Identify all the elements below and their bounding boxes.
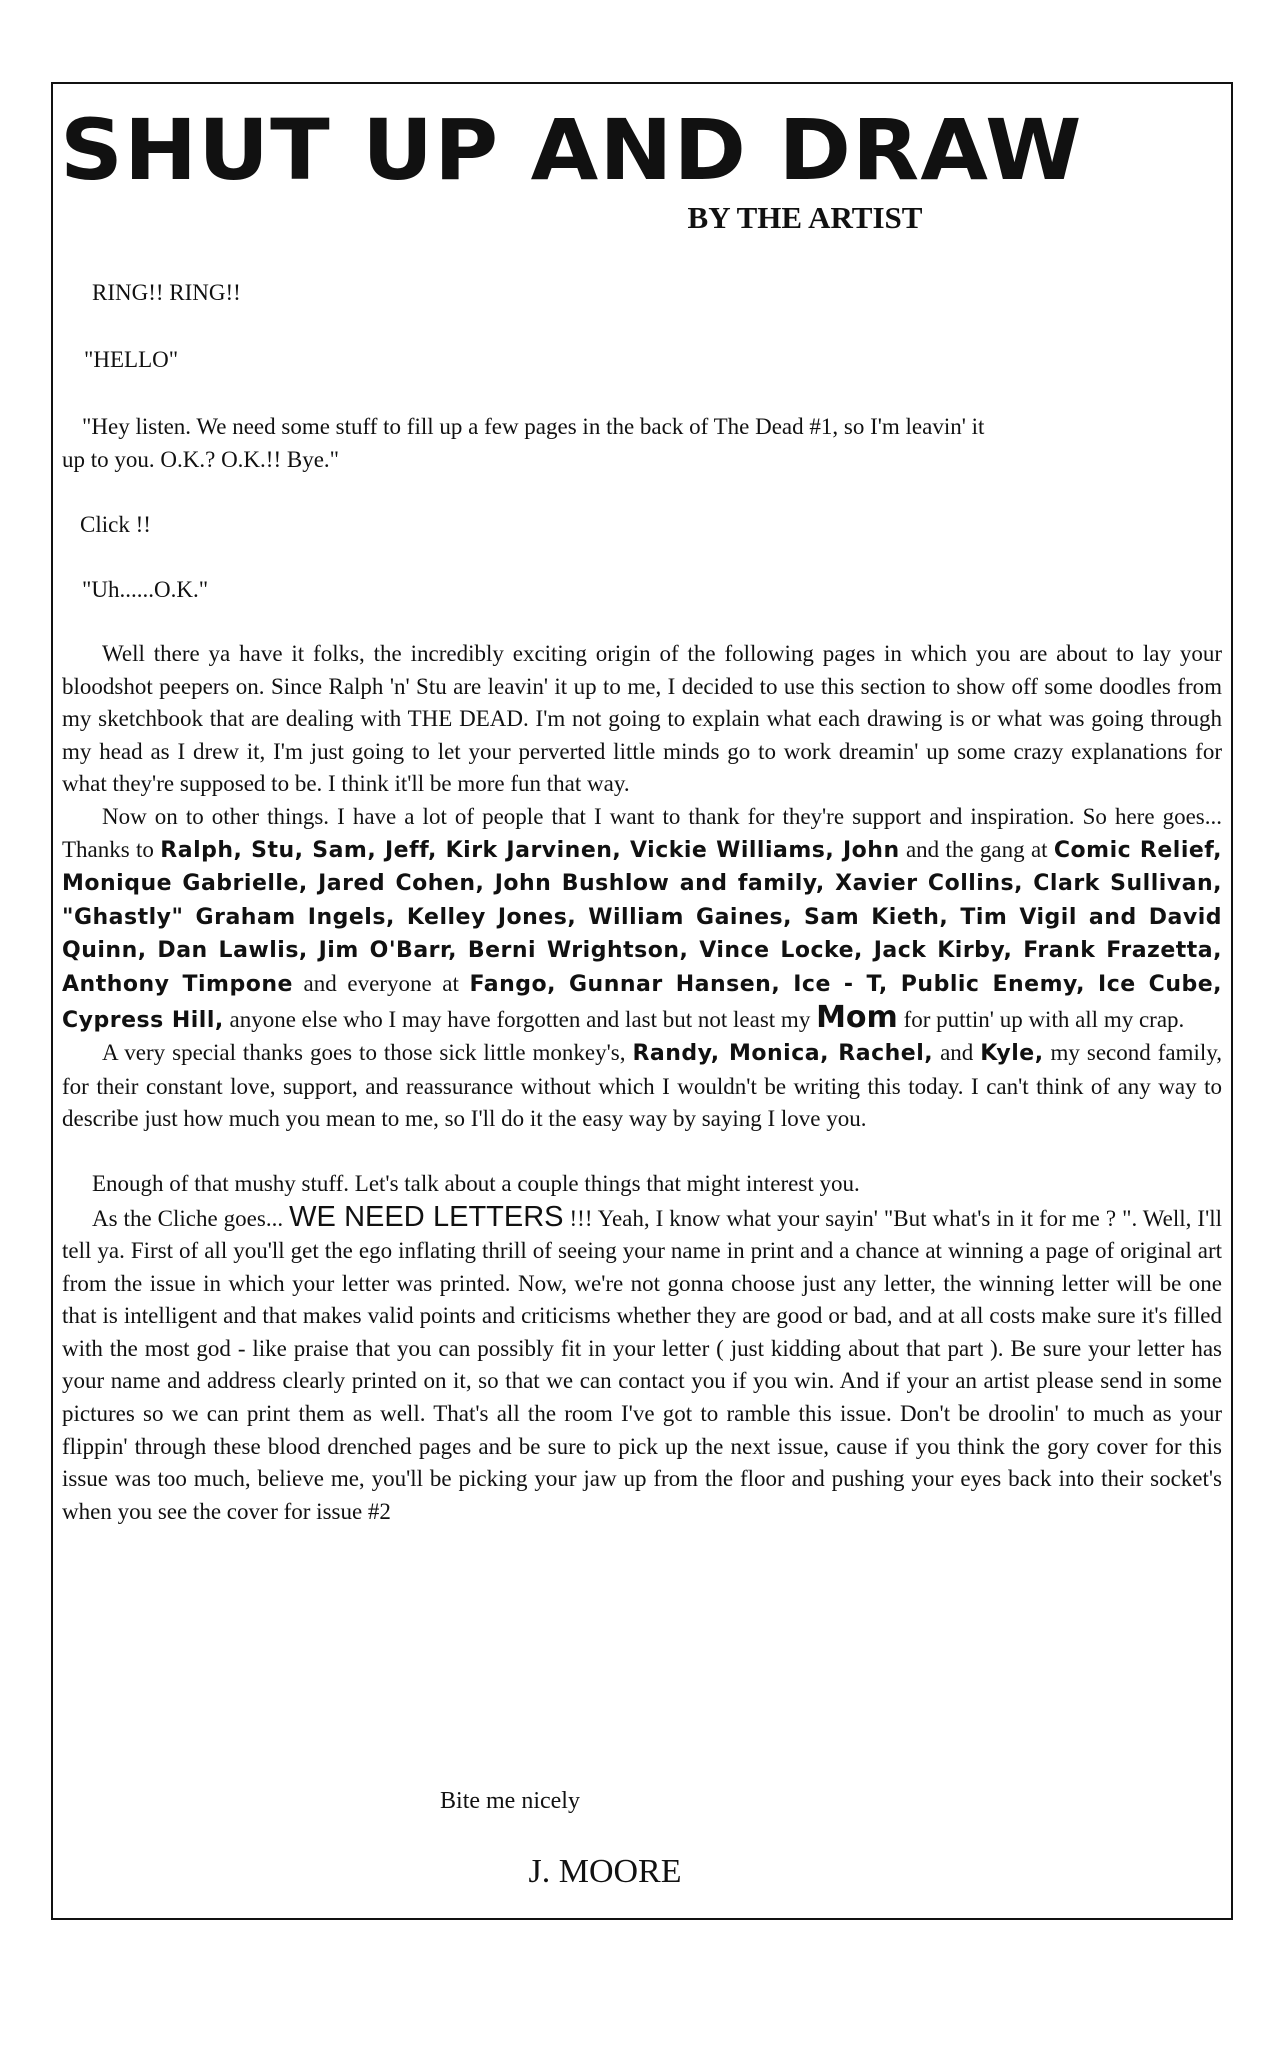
letters-rest: !!! Yeah, I know what your sayin' "But what's in it for me ? ". Well, I'll tell ya. First of all you'll get the ego inflating thrill of seeing your name in print and a chance at winning a page of original art from the issue in which your letter was printed. Now, we're not gonna choose just any letter, the winning letter will be one that is intelligent and that makes valid points and criticisms whether they are good or bad, and at all costs make sure it's filled with the most god - like praise that you can possibly fit in your letter ( just kidding about that part ). Be sure your letter has your name and address clearly printed on it, so that we can contact you if you win. And if your an artist please send in some pictures so we can print them as well. That's all the room I've got to ramble this issue. Don't be droolin' to much as your flippin' through these blood drenched pages and be sure to pick up the next issue, cause if you think the gory cover for this issue was too much, believe me, you'll be picking your jaw up from the floor and pushing your eyes back into their socket's when you see the cover for issue #2 bbox=[62, 1205, 1222, 1524]
paragraph-enough: Enough of that mushy stuff. Let's talk about a couple things that might interest you. bbox=[92, 1170, 860, 1196]
thanks-names-3: Fango, Gunnar Hansen, Ice - T, Public Enemy, Ice Cube, Cypress Hill, bbox=[62, 971, 1223, 1033]
signoff: Bite me nicely bbox=[440, 1788, 580, 1814]
paragraph-origin: Well there ya have it folks, the incredibly exciting origin of the following pages in which you are about to lay your bloodshot peepers on. Since Ralph 'n' Stu are leavin' it up to me, I decided to use this section to show off some doodles from my sketchbook that are dealing with THE DEAD. I'm not going to explain what each drawing is or what was going through my head as I drew it, I'm just going to let your perverted little minds go to work dreamin' up some crazy explanations for what they're supposed to be. I think it'll be more fun that way. bbox=[62, 641, 1222, 797]
letter-body bbox=[62, 638, 1222, 1528]
paragraph-letters bbox=[62, 1201, 1222, 1529]
thanks-names-1: Ralph, Stu, Sam, Jeff, Kirk Jarvinen, Vickie Williams, John bbox=[160, 837, 900, 863]
thanks-text-2: and everyone at bbox=[292, 970, 470, 996]
special-thanks-text-1: and bbox=[933, 1040, 981, 1066]
paragraph-special-thanks bbox=[62, 1037, 1222, 1136]
byline bbox=[0, 200, 1230, 236]
signature: J. MOORE bbox=[528, 1853, 682, 1890]
paragraph-thanks bbox=[62, 801, 1222, 1037]
thanks-intro: Now on to other things. I have a lot of people that I want to thank for they're support and inspiration. So here goes... Thanks to bbox=[62, 803, 1222, 862]
dialogue-hello: "HELLO" bbox=[84, 347, 179, 372]
special-thanks-kyle: Kyle, bbox=[980, 1041, 1044, 1067]
thanks-names-2: Comic Relief, Monique Gabrielle, Jared Cohen, John Bushlow and family, Xavier Collins, Clark Sullivan, "Ghastly" Graham Ingels, Kelley Jones, William Gaines, Sam Kieth, Tim Vigil and David Quinn, Dan Lawlis, Jim O'Barr, Berni Wrightson, Vince Locke, Jack Kirby, Frank Frazetta, Anthony Timpone bbox=[62, 837, 1223, 997]
page-title: SHUT UP AND DRAW bbox=[60, 101, 1083, 199]
dialogue-call-line-2: up to you. O.K.? O.K.!! Bye." bbox=[62, 447, 340, 472]
thanks-text-3: anyone else who I may have forgotten and last but not least my bbox=[223, 1006, 817, 1032]
dialogue-ring: RING!! RING!! bbox=[92, 280, 241, 305]
byline-text: BY THE ARTIST bbox=[687, 200, 923, 235]
dialogue-click: Click !! bbox=[80, 512, 151, 537]
special-thanks-names: Randy, Monica, Rachel, bbox=[632, 1041, 934, 1067]
letters-intro: As the Cliche goes... bbox=[92, 1205, 290, 1231]
thanks-mom: Mom bbox=[816, 999, 898, 1035]
letters-caps: WE NEED LETTERS bbox=[289, 1200, 564, 1233]
dialogue-call-line-1: "Hey listen. We need some stuff to fill up a few pages in the back of The Dead #1, so I'm leavin' it bbox=[82, 414, 985, 439]
dialogue-uh: "Uh......O.K." bbox=[82, 577, 209, 602]
special-thanks-intro: A very special thanks goes to those sick little monkey's, bbox=[102, 1040, 633, 1066]
thanks-text-1: and the gang at bbox=[899, 836, 1054, 862]
thanks-text-4: for puttin' up with all my crap. bbox=[897, 1006, 1185, 1032]
special-thanks-text-2: my second family, for their constant love, support, and reassurance without which I wouldn't be writing this today. I can't think of any way to describe just how much you mean to me, so I'll do it the easy way by saying I love you. bbox=[62, 1040, 1222, 1132]
